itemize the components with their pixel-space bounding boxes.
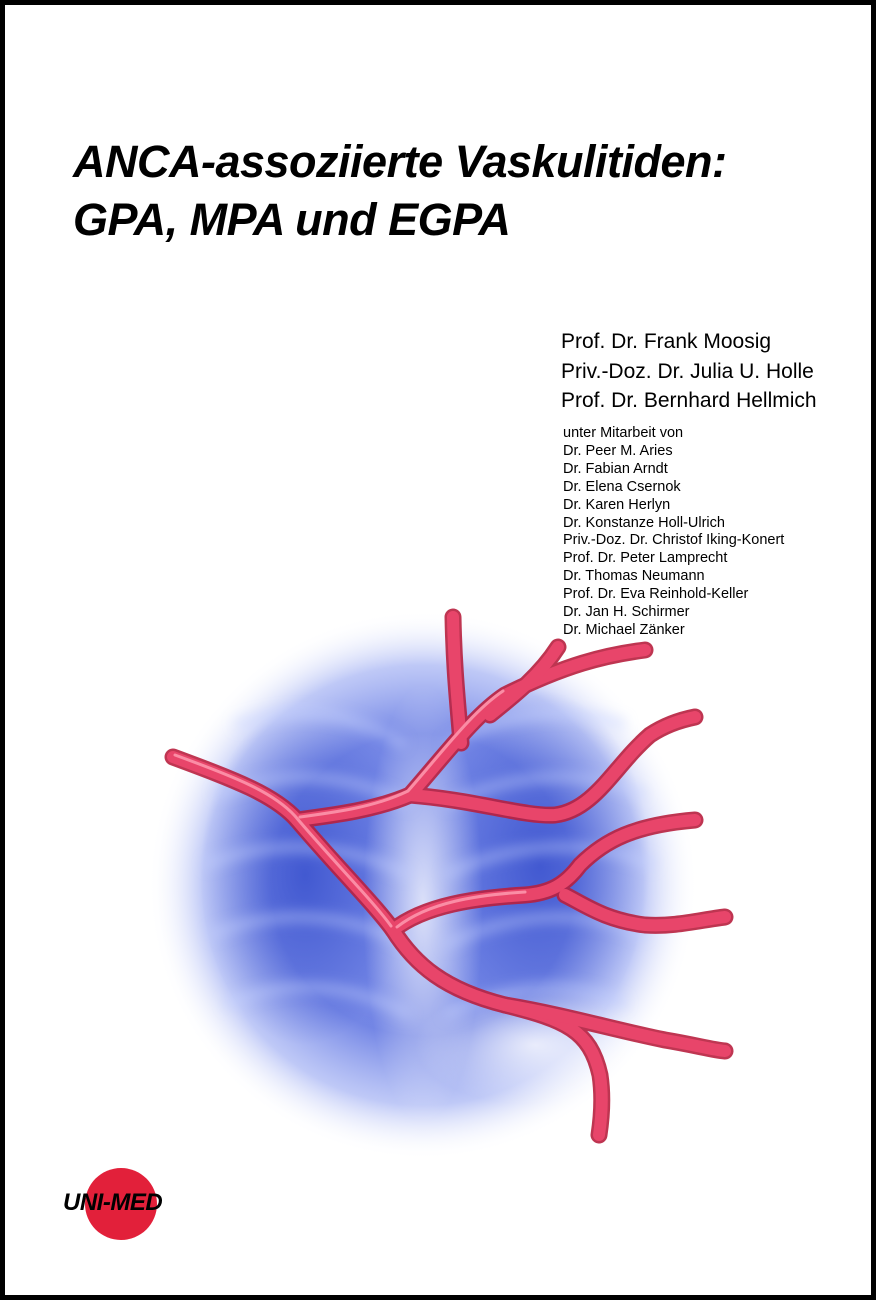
contributor-name: Prof. Dr. Peter Lamprecht: [563, 550, 728, 567]
publisher-logo: [57, 1165, 207, 1245]
title-line-2: GPA, MPA und EGPA: [73, 194, 511, 245]
author-name: Prof. Dr. Bernhard Hellmich: [561, 389, 817, 412]
contributor-name: Dr. Michael Zänker: [563, 621, 685, 638]
contributor-name: Dr. Karen Herlyn: [563, 496, 671, 513]
author-name: Priv.-Doz. Dr. Julia U. Holle: [561, 359, 814, 383]
contributor-name: Dr. Jan H. Schirmer: [563, 604, 690, 621]
title-line-1: ANCA-assoziierte Vaskulitiden:: [73, 136, 727, 187]
book-title: [73, 133, 863, 249]
contributors-intro: unter Mitarbeit von: [563, 425, 684, 441]
contributor-name: Prof. Dr. Eva Reinhold-Keller: [563, 586, 749, 603]
xray-circle: [148, 610, 698, 1160]
author-list: [561, 327, 861, 416]
contributor-name: Priv.-Doz. Dr. Christof Iking-Konert: [563, 532, 785, 549]
contributor-name: Dr. Elena Csernok: [563, 478, 681, 495]
contributor-name: Dr. Fabian Arndt: [563, 460, 668, 477]
contributor-name: Dr. Thomas Neumann: [563, 568, 705, 585]
publisher-name: UNI-MED: [63, 1189, 163, 1216]
contributor-name: Dr. Peer M. Aries: [563, 442, 673, 459]
contributor-list: [563, 425, 863, 640]
author-name: Prof. Dr. Frank Moosig: [561, 330, 772, 353]
contributor-name: Dr. Konstanze Holl-Ulrich: [563, 514, 725, 531]
